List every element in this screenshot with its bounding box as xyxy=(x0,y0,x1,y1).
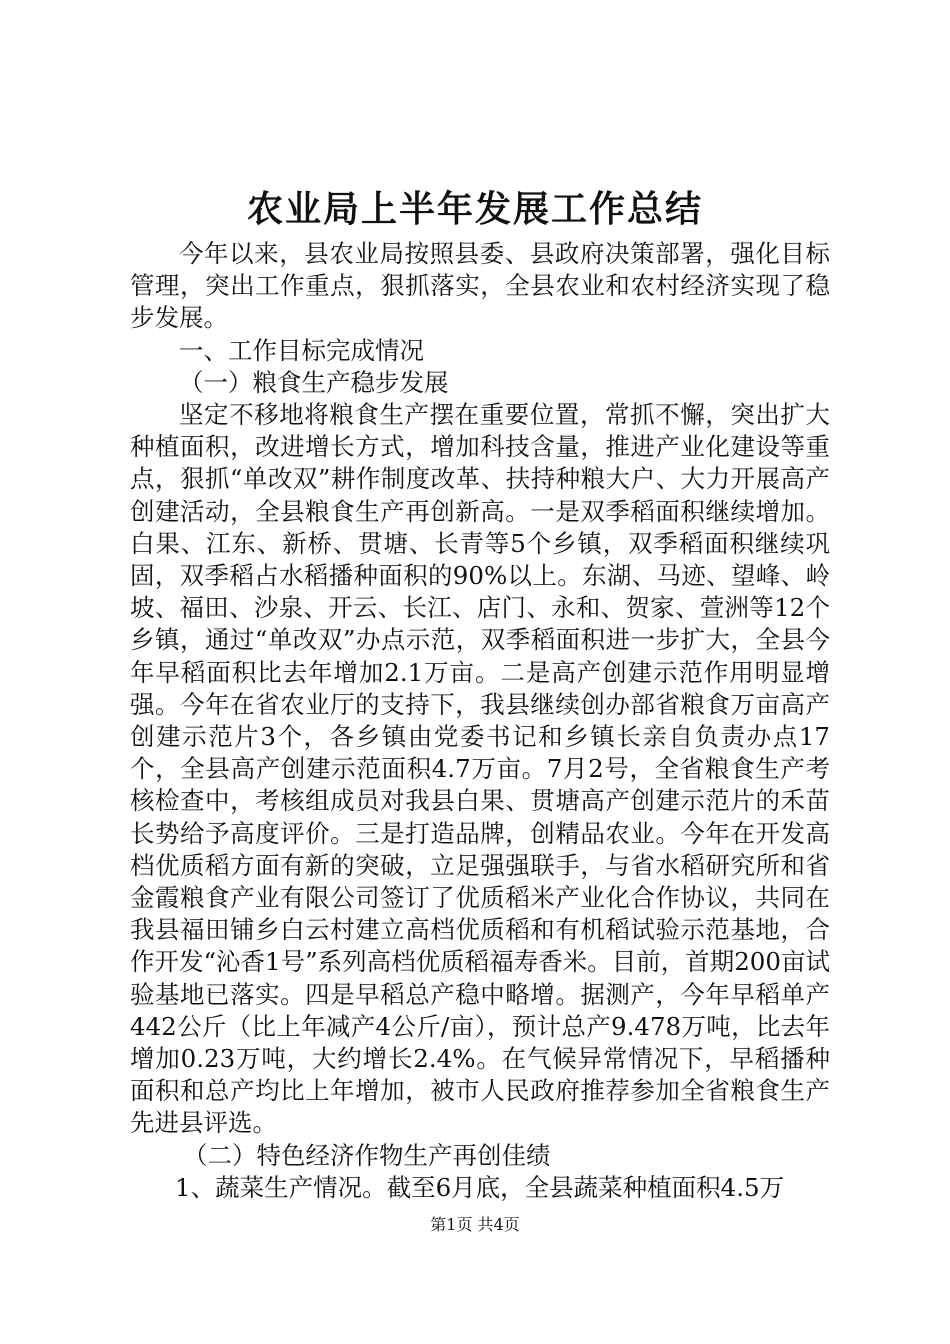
subsection-heading-1: （一）粮食生产稳步发展 xyxy=(179,367,449,397)
section-heading-1: 一、工作目标完成情况 xyxy=(179,335,424,365)
page-footer: 第1页 共4页 xyxy=(430,1215,520,1234)
intro-paragraph: 今年以来，县农业局按照县委、县政府决策部署，强化目标管理，突出工作重点，狠抓落实，全县农业和农村经济实现了稳步发展。 xyxy=(130,239,830,333)
vegetable-paragraph: 1、蔬菜生产情况。截至6月底，全县蔬菜种植面积4.5万 xyxy=(175,1172,785,1202)
grain-production-paragraph: 坚定不移地将粮食生产摆在重要位置，常抓不懈，突出扩大种植面积，改进增长方式，增加科技含量，推进产业化建设等重点，狠抓“单改双”耕作制度改革、扶持种粮大户、大力开展高产创建活动，全县粮食生产再创新高。一是双季稻面积继续增加。白果、江东、新桥、贯塘、长青等5个乡镇，双季稻面积继续巩固，双季稻占水稻播种面积的90%以上。东湖、马迹、望峰、岭坡、福田、沙泉、开云、长江、店门、永和、贺家、萱洲等12个乡镇，通过“单改双”办点示范，双季稻面积进一步扩大，全县今年早稻面积比去年增加2.1万亩。二是高产创建示范作用明显增强。今年在省农业厅的支持下，我县继续创办部省粮食万亩高产创建示范片3个，各乡镇由党委书记和乡镇长亲自负责办点17个，全县高产创建示范面积4.7万亩。7月2号，全省粮食生产考核检查中，考核组成员对我县白果、贯塘高产创建示范片的禾苗长势给予高度评价。三是打造品牌，创精品农业。今年在开发高档优质稻方面有新的突破，立足强强联手，与省水稻研究所和省金霞粮食产业有限公司签订了优质稻米产业化合作协议，共同在我县福田铺乡白云村建立高档优质稻和有机稻试验示范基地，合作开发“沁香1号”系列高档优质稻福寿香米。目前，首期200亩试验基地已落实。四是早稻总产稳中略增。据测产，今年早稻单产442公斤（比上年减产4公斤/亩），预计总产9.478万吨，比去年增加0.23万吨，大约增长2.4%。在气候异常情况下，早稻播种面积和总产均比上年增加，被市人民政府推荐参加全省粮食生产先进县评选。 xyxy=(130,400,830,1138)
document-title: 农业局上半年发展工作总结 xyxy=(246,189,703,230)
subsection-heading-2: （二）特色经济作物生产再创佳绩 xyxy=(183,1140,551,1170)
document-body xyxy=(130,238,830,1204)
